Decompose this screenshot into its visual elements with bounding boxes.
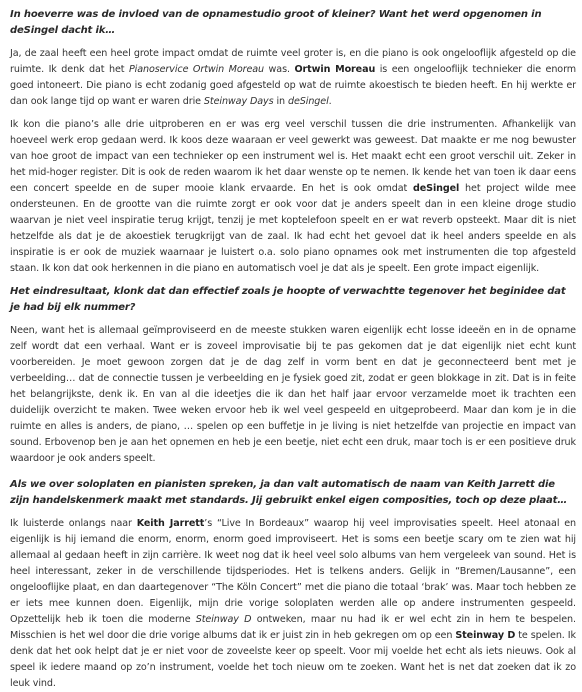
interview-question-3: Als we over soloplaten en pianisten spreken, ja dan valt automatisch de naam van Keith Jarrett die zijn handelskenmerk maakt met standards. Jij gebruikt enkel eigen composities, toch op deze plaat… xyxy=(10,479,568,506)
bold-text: deSingel xyxy=(412,183,460,194)
text-run: Neen, want het is allemaal geïmproviseerd en de meeste stukken waren eigenlijk echt losse ideeën en in de opname zelf wordt dat een verhaal. Want er is zoveel improvisatie bij te pas gekomen dat je dat eigenlijk niet echt kunt voorbereiden. Je moet gewoon zorgen dat je de dag zelf in vorm bent en dat je geconnecteerd bent met je verbeelding… dat de connectie tussen je verbeelding en je fysiek goed zit, zodat er geen blokkage in zit. Dat is in feite het belangrijkste, denk ik. En van al die ideetjes die ik dan het half jaar ervoor verzamelde moet ik trachten een duidelijk overzicht te maken. Twee weken ervoor heb ik wel veel gespeeld en uitgeprobeerd. Maar dan kom je in die ruimte en alles is anders, de piano, … spelen op een buffetje in je living is niet hetzelfde van projectie en impact van sound. Erbovenop ben je aan het opnemen en heb je een beetje, niet echt een druk, maar toch is er een positieve druk waardoor je ook anders speelt. xyxy=(10,325,576,464)
answer-paragraph-3 xyxy=(10,323,576,467)
text-run: ’s “Live In Bordeaux” waarop hij veel improvisaties speelt. Heel atonaal en eigenlijk is hij iemand die enorm, enorm, enorm goed improviseert. Het is soms een beetje scary om te zien wat hij allemaal al gedaan heeft in zijn carrière. Ik weet nog dat ik heel veel solo albums van hem vergeleek van sound. Het is heel interessant, zeker in de verschillende tijdsperiodes. Het is telkens anders. Gelijk in “Bremen/Lausanne”, een ongelooflijke plaat, en dan daartegenover “The Köln Concert” met die piano die totaal ‘brak’ was. Maar toch hebben ze er iets mee kunnen doen. Eigenlijk, mijn drie vorige soloplaten werden alle op andere instrumenten gespeeld. Opzettelijk heb ik toen die moderne xyxy=(10,518,576,625)
answer-paragraph-4 xyxy=(10,516,576,692)
italic-text: Pianoservice Ortwin Moreau xyxy=(128,64,265,75)
text-run: is een ongelooflijk technieker die enorm goed intoneert. Die piano is echt zodanig goed afgesteld op wat de ruimte akoestisch te bieden heeft. En hij werkte er dan ook lange tijd op want er waren drie xyxy=(10,64,576,107)
text-run: in xyxy=(273,96,288,107)
italic-text: Steinway D xyxy=(195,614,252,625)
interview-question-1: In hoeverre was de invloed van de opnamestudio groot of kleiner? Want het werd opgenomen in deSingel dacht ik… xyxy=(10,9,542,36)
text-run: het project wilde mee ondersteunen. En de grootte van die ruimte zorgt er ook voor dat je anders speelt dan in een kleine droge studio waarvan je niet veel inspiratie terug krijgt, tenzij je met koptelefoon speelt en er wat reverb opsteekt. Maar dit is niet hetzelfde als dat je de akoestiek terugkrijgt van de zaal. Ik had echt het gevoel dat ik heel anders speelde en als inspiratie is er ook de muziek waarnaar je luistert o.a. solo piano opnames ook met instrumenten die top afgesteld staan. Ik kon dat ook herkennen in die piano en automatisch voel je dat als je speelt. Een grote impact eigenlijk. xyxy=(10,183,576,274)
italic-text: Steinway Days xyxy=(203,96,274,107)
text-run: ontweken, maar nu had ik er wel echt zin in hem te bespelen. Misschien is het wel door die drie vorige albums dat ik er juist zin in heb gekregen om op een xyxy=(10,614,576,641)
interview-question-2: Het eindresultaat, klonk dat dan effectief zoals je hoopte of verwachtte tegenover het beginidee dat je had bij elk nummer? xyxy=(10,286,566,313)
text-run: Ja, de zaal heeft een heel grote impact omdat de ruimte veel groter is, en die piano is ook ongelooflijk afgesteld op die ruimte. Ik denk dat het xyxy=(10,48,576,75)
text-run: Ik kon die piano’s alle drie uitproberen en er was erg veel verschil tussen die drie instrumenten. Afhankelijk van hoeveel werk erop gedaan werd. Ik koos deze waaraan er veel gewerkt was geweest. Dat maakte er me nog bewuster van hoe groot de impact van een technieker op een instrument wel is. Het maakt echt een groot verschil uit. Zeker in het mid-hoger register. Dit is ook de reden waarom ik het daar wenste op te nemen. Ik kende het van toen ik daar eens een concert speelde en de super mooie klank ervaarde. En het is ook omdat xyxy=(10,119,576,194)
italic-text: deSingel xyxy=(287,96,329,107)
bold-text: Keith Jarrett xyxy=(136,518,205,529)
answer-paragraph-2 xyxy=(10,117,576,277)
bold-text: Steinway D xyxy=(455,630,516,641)
bold-text: Ortwin Moreau xyxy=(294,64,376,75)
text-run: Ik luisterde onlangs naar xyxy=(10,518,137,529)
text-run: was. xyxy=(264,64,295,75)
text-run: . xyxy=(328,96,332,107)
text-run: te spelen. Ik denk dat het ook helpt dat je er niet voor de zoveelste keer op speelt. Voor mij voelde het echt als iets nieuws. Ook al speel ik iedere maand op zo’n instrument, voelde het toch nieuw om te zoeken. Want het is net dat zoeken dat ik zo leuk vind. xyxy=(10,630,576,689)
answer-paragraph-1 xyxy=(10,46,576,110)
